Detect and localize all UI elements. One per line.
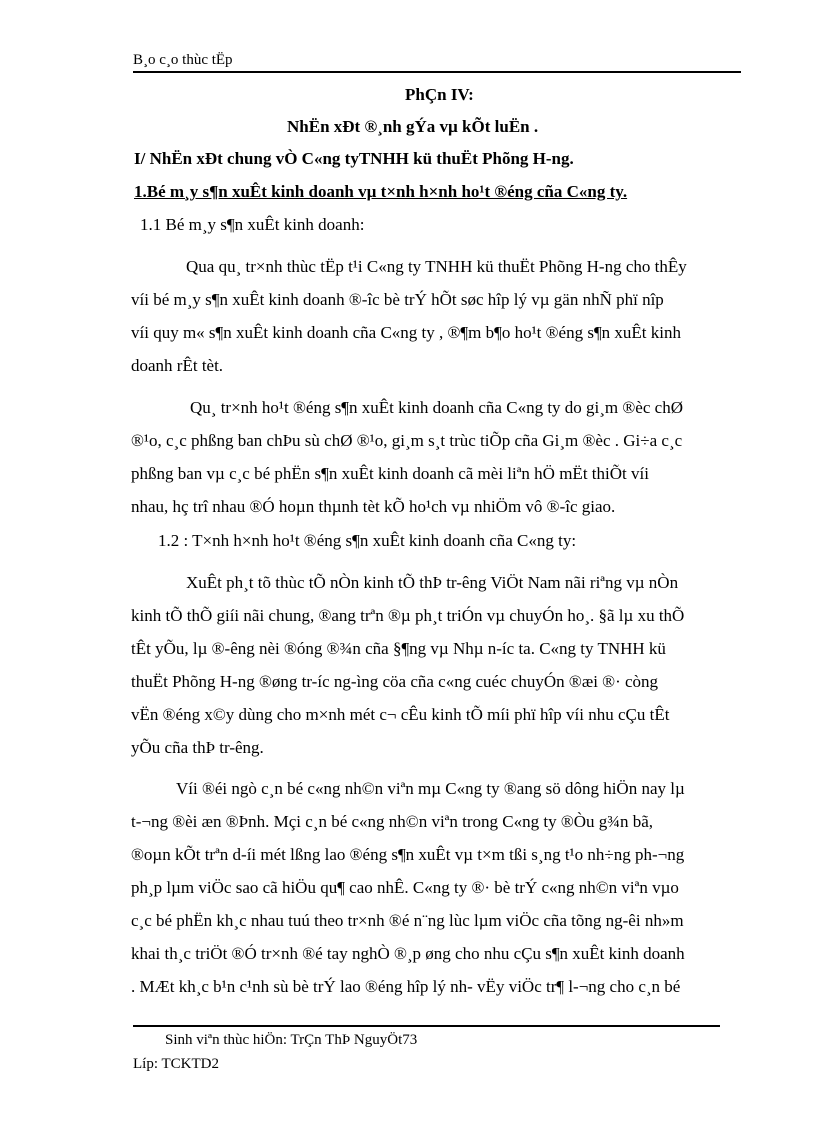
body-line: doanh rÊt tèt. — [131, 356, 224, 375]
subsection-heading: 1.Bé m¸y s¶n xuÊt kinh doanh vµ t×nh h×nh ho¹t ®éng cña C«ng ty. — [134, 182, 628, 201]
section-heading: I/ NhËn xÐt chung vÒ C«ng tyTNHH kü thuËt Phõng H-ng. — [134, 149, 574, 168]
body-line: t-¬ng ®èi æn ®Þnh. Mçi c¸n bé c«ng nh©n viªn trong C«ng ty ®Òu g¾n bã, — [131, 812, 654, 831]
header-rule — [133, 71, 741, 73]
body-line: víi quy m« s¶n xuÊt kinh doanh cña C«ng ty , ®¶m b¶o ho¹t ®éng s¶n xuÊt kinh — [131, 323, 681, 342]
page-header: B¸o c¸o thùc tËp — [133, 52, 233, 68]
body-line: Víi ®éi ngò c¸n bé c«ng nh©n viªn mµ C«ng ty ®ang sö dông hiÖn nay lµ — [176, 779, 685, 798]
body-line: khai th¸c triÖt ®Ó tr×nh ®é tay nghÒ ®¸p øng cho nhu cÇu s¶n xuÊt kinh doanh — [131, 944, 685, 963]
body-line: . MÆt kh¸c b¹n c¹nh sù bè trÝ lao ®éng hîp lý nh- vËy viÖc tr¶ l-¬ng cho c¸n bé — [131, 977, 681, 996]
body-line: víi bé m¸y s¶n xuÊt kinh doanh ®-îc bè trÝ hÕt søc hîp lý vµ gän nhÑ phï nîp — [131, 290, 664, 309]
body-line: 1.1 Bé m¸y s¶n xuÊt kinh doanh: — [140, 215, 365, 234]
body-line: 1.2 : T×nh h×nh ho¹t ®éng s¶n xuÊt kinh doanh cña C«ng ty: — [158, 531, 577, 550]
body-line: c¸c bé phËn kh¸c nhau tuú theo tr×nh ®é n¨ng lùc lµm viÖc cña tõng ng-êi nh»m — [131, 911, 684, 930]
footer-class: Líp: TCKTD2 — [133, 1056, 219, 1072]
body-line: Qu¸ tr×nh ho¹t ®éng s¶n xuÊt kinh doanh cña C«ng ty do gi¸m ®èc chØ — [190, 398, 683, 417]
body-line: ®oµn kÕt trªn d-íi mét lßng lao ®éng s¶n xuÊt vµ t×m tßi s¸ng t¹o nh÷ng ph-¬ng — [131, 845, 685, 864]
body-line: nhau, hç trî nhau ®Ó hoµn thµnh tèt kÕ ho¹ch vµ nhiÖm vô ®-îc giao. — [131, 497, 616, 516]
body-line: phßng ban vµ c¸c bé phËn s¶n xuÊt kinh doanh cã mèi liªn hÖ mËt thiÕt víi — [131, 464, 649, 483]
footer-author: Sinh viªn thùc hiÖn: TrÇn ThÞ NguyÖt73 — [165, 1032, 418, 1048]
body-line: XuÊt ph¸t tõ thùc tÕ nÒn kinh tÕ thÞ tr-êng ViÖt Nam nãi riªng vµ nÒn — [186, 573, 679, 592]
body-line: tÊt yÕu, lµ ®-êng nèi ®óng ®¾n cña §¶ng vµ Nhµ n-íc ta. C«ng ty TNHH kü — [131, 639, 666, 658]
body-line: thuËt Phõng H-ng ®øng tr-íc ng-ìng cöa cña c«ng cuéc chuyÓn ®æi ®· còng — [131, 672, 659, 691]
chapter-title: NhËn xÐt ®¸nh gÝa vµ kÕt luËn . — [287, 117, 539, 136]
body-line: ph¸p lµm viÖc sao cã hiÖu qu¶ cao nhÊ. C«ng ty ®· bè trÝ c«ng nh©n viªn vµo — [131, 878, 679, 897]
body-line: yÕu cña thÞ tr-êng. — [131, 738, 264, 757]
footer-rule — [133, 1025, 720, 1027]
part-heading: PhÇn IV: — [405, 85, 474, 104]
body-line: kinh tÕ thÕ giíi nãi chung, ®ang trªn ®µ ph¸t triÓn vµ chuyÓn ho¸. §ã lµ xu thÕ — [131, 606, 685, 625]
body-line: vËn ®éng x©y dùng cho m×nh mét c¬ cÊu kinh tÕ míi phï hîp víi nhu cÇu tÊt — [131, 705, 670, 724]
body-line: ®¹o, c¸c phßng ban chÞu sù chØ ®¹o, gi¸m s¸t trùc tiÕp cña Gi¸m ®èc . Gi÷a c¸c — [131, 431, 683, 450]
body-line: Qua qu¸ tr×nh thùc tËp t¹i C«ng ty TNHH kü thuËt Phõng H-ng cho thÊy — [186, 257, 687, 276]
